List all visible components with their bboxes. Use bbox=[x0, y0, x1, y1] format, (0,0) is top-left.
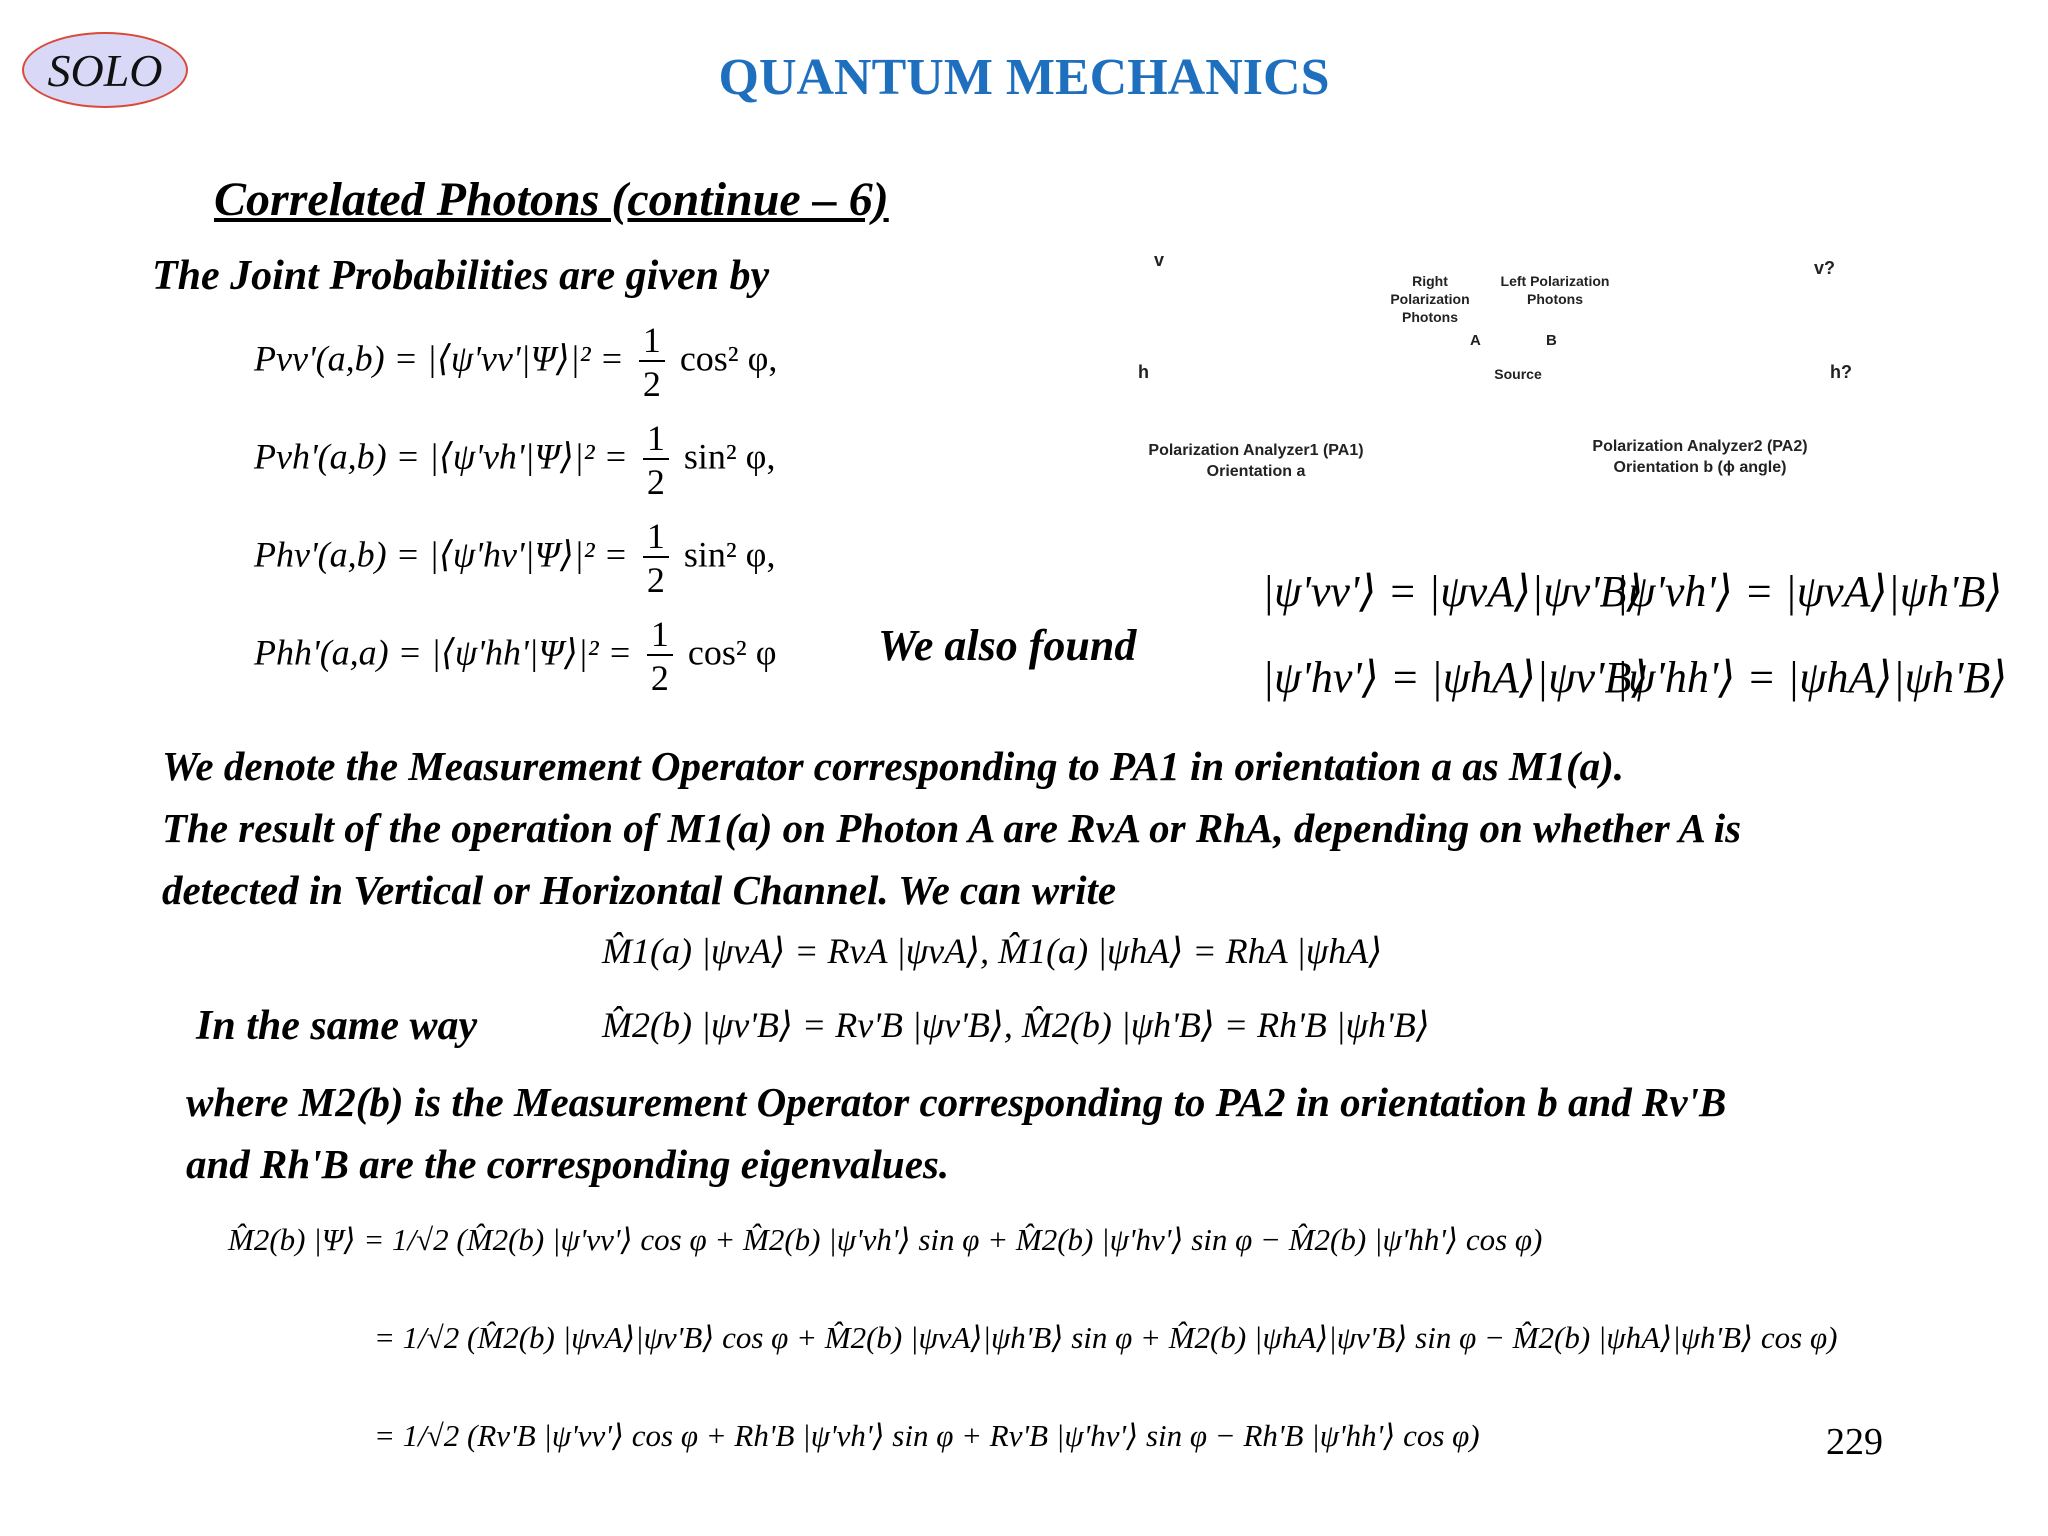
photon-b-label: B bbox=[1546, 332, 1557, 349]
photon-a-label: A bbox=[1470, 332, 1481, 349]
prob-eq-hv: Phv'(a,b) = |⟨ψ'hv'|Ψ⟩|² = $\frac{1}{2}$ sin² φ, bbox=[254, 516, 776, 600]
paragraph2-line2: and Rh'B are the corresponding eigenvalues. bbox=[186, 1141, 950, 1187]
ket-vh: |ψ'vh'⟩ = |ψvA⟩|ψh'B⟩ bbox=[1616, 567, 2003, 616]
ket-hh: |ψ'hh'⟩ = |ψhA⟩|ψh'B⟩ bbox=[1616, 653, 2008, 702]
diagram-h-right: h? bbox=[1830, 362, 1852, 382]
ket-vv: |ψ'vv'⟩ = |ψvA⟩|ψv'B⟩ bbox=[1262, 567, 1644, 616]
final-eq-line1: M̂2(b) |Ψ⟩ = 1/√2 (M̂2(b) |ψ'vv'⟩ cos φ + M̂2(b) |ψ'vh'⟩ sin φ + M̂2(b) |ψ'hv'⟩ sin φ − M̂2(b) |ψ'hh'⟩ cos φ) bbox=[228, 1222, 1543, 1257]
paragraph1-line2: The result of the operation of M1(a) on Photon A are RvA or RhA, depending on whether A is bbox=[162, 805, 1742, 851]
same-way-text: In the same way bbox=[196, 1003, 478, 1049]
diagram-v-left: v bbox=[1154, 250, 1165, 270]
final-eq-line2: = 1/√2 (M̂2(b) |ψvA⟩|ψv'B⟩ cos φ + M̂2(b) |ψvA⟩|ψh'B⟩ sin φ + M̂2(b) |ψhA⟩|ψv'B⟩ sin φ − M̂2(b) |ψhA⟩|ψh'B⟩ cos φ) bbox=[374, 1320, 1838, 1355]
paragraph1-line1: We denote the Measurement Operator corresponding to PA1 in orientation a as M1(a). bbox=[162, 743, 1625, 789]
ket-hv: |ψ'hv'⟩ = |ψhA⟩|ψv'B⟩ bbox=[1262, 653, 1649, 702]
pa1-label: Polarization Analyzer1 (PA1) Orientation a bbox=[1148, 442, 1364, 480]
paragraph1-line3: detected in Vertical or Horizontal Channel. We can write bbox=[162, 867, 1117, 913]
m1-eigen-equation: M̂1(a) |ψvA⟩ = RvA |ψvA⟩, M̂1(a) |ψhA⟩ = RhA |ψhA⟩ bbox=[602, 931, 1383, 971]
final-eq-line3: = 1/√2 (Rv'B |ψ'vv'⟩ cos φ + Rh'B |ψ'vh'⟩ sin φ + Rv'B |ψ'hv'⟩ sin φ − Rh'B |ψ'hh'⟩ cos φ) bbox=[374, 1418, 1480, 1453]
paragraph2-line1: where M2(b) is the Measurement Operator corresponding to PA2 in orientation b and Rv'B bbox=[186, 1079, 1727, 1125]
page-number: 229 bbox=[1826, 1421, 1883, 1463]
diagram-h-left: h bbox=[1138, 362, 1149, 382]
slide-subtitle: Correlated Photons (continue – 6) bbox=[214, 173, 889, 226]
left-photons-label: Left Polarization Photons bbox=[1500, 273, 1610, 307]
m2-eigen-equation: M̂2(b) |ψv'B⟩ = Rv'B |ψv'B⟩, M̂2(b) |ψh'B⟩ = Rh'B |ψh'B⟩ bbox=[602, 1005, 1430, 1045]
diagram-v-right: v? bbox=[1814, 258, 1836, 278]
we-also-found-text: We also found bbox=[878, 621, 1137, 670]
prob-eq-hh: Phh'(a,a) = |⟨ψ'hh'|Ψ⟩|² = $\frac{1}{2}$ cos² φ bbox=[254, 614, 777, 698]
logo-text: SOLO bbox=[47, 44, 163, 96]
pa2-label: Polarization Analyzer2 (PA2) Orientation b (ϕ angle) bbox=[1592, 438, 1808, 476]
intro-text: The Joint Probabilities are given by bbox=[152, 253, 770, 299]
right-photons-label: Right Polarization Photons bbox=[1390, 273, 1470, 325]
source-label: Source bbox=[1494, 366, 1542, 382]
prob-eq-vh: Pvh'(a,b) = |⟨ψ'vh'|Ψ⟩|² = $\frac{1}{2}$ sin² φ, bbox=[254, 418, 776, 502]
prob-eq-vv: Pvv'(a,b) = |⟨ψ'vv'|Ψ⟩|² = $\frac{1}{2}$ cos² φ, bbox=[254, 320, 778, 404]
page-title: QUANTUM MECHANICS bbox=[718, 49, 1330, 106]
